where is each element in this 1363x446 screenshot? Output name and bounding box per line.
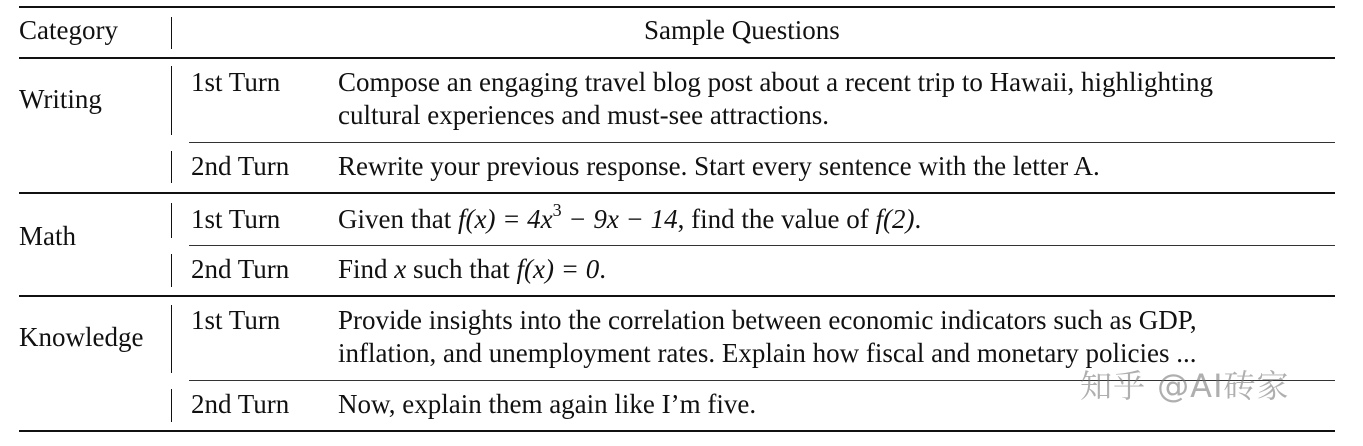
writing-turn-divider xyxy=(189,142,1335,143)
question-text: such that xyxy=(406,254,517,284)
category-math: Math xyxy=(19,221,76,251)
category-writing: Writing xyxy=(19,84,102,114)
question-text: . xyxy=(599,254,606,284)
question-line: cultural experiences and must-see attractions. xyxy=(338,100,830,130)
turn-label: 2nd Turn xyxy=(191,389,290,419)
math-expression: f(x) = 0 xyxy=(516,254,600,284)
bottom-rule xyxy=(19,430,1335,432)
question-writing-2: Rewrite your previous response. Start every sentence with the letter A. xyxy=(338,151,1100,181)
math-variable: x xyxy=(394,254,407,284)
writing-separator-2 xyxy=(171,151,172,183)
category-knowledge: Knowledge xyxy=(19,322,144,352)
question-knowledge-2: Now, explain them again like I’m five. xyxy=(338,389,757,419)
question-text: . xyxy=(914,204,922,234)
header-category: Category xyxy=(19,15,118,45)
math-knowledge-rule xyxy=(19,295,1335,297)
math-separator-1 xyxy=(171,203,172,238)
header-sample-questions: Sample Questions xyxy=(644,15,840,45)
knowledge-separator-2 xyxy=(171,389,172,422)
turn-label: 1st Turn xyxy=(191,305,281,335)
turn-label: 1st Turn xyxy=(191,204,281,234)
math-expression: f(2) xyxy=(875,204,915,234)
question-knowledge-1 xyxy=(338,304,1338,370)
turn-label: 2nd Turn xyxy=(191,151,290,181)
knowledge-separator-1 xyxy=(171,305,172,373)
question-math-1 xyxy=(338,200,922,236)
question-line: inflation, and unemployment rates. Explain how fiscal and monetary policies ... xyxy=(338,338,1197,368)
question-line: Compose an engaging travel blog post about a recent trip to Hawaii, highlighting xyxy=(338,67,1214,97)
question-text: Given that xyxy=(338,204,458,234)
turn-label: 1st Turn xyxy=(191,67,281,97)
math-exponent: 3 xyxy=(552,200,562,220)
question-text: Find xyxy=(338,254,395,284)
writing-separator-1 xyxy=(171,66,172,135)
header-rule xyxy=(19,57,1335,59)
top-rule xyxy=(19,6,1335,8)
writing-math-rule xyxy=(19,192,1335,194)
math-separator-2 xyxy=(171,254,172,287)
math-expression: f(x) = 4x xyxy=(457,204,553,234)
question-line: Provide insights into the correlation between economic indicators such as GDP, xyxy=(338,305,1197,335)
header-separator xyxy=(171,17,172,49)
watermark: 知乎 @AI砖家 xyxy=(1080,367,1290,405)
turn-label: 2nd Turn xyxy=(191,254,290,284)
question-writing-1 xyxy=(338,66,1338,132)
math-turn-divider xyxy=(189,245,1335,246)
question-math-2 xyxy=(338,253,606,286)
math-expression: − 9x − 14 xyxy=(561,204,678,234)
question-text: , find the value of xyxy=(677,204,876,234)
